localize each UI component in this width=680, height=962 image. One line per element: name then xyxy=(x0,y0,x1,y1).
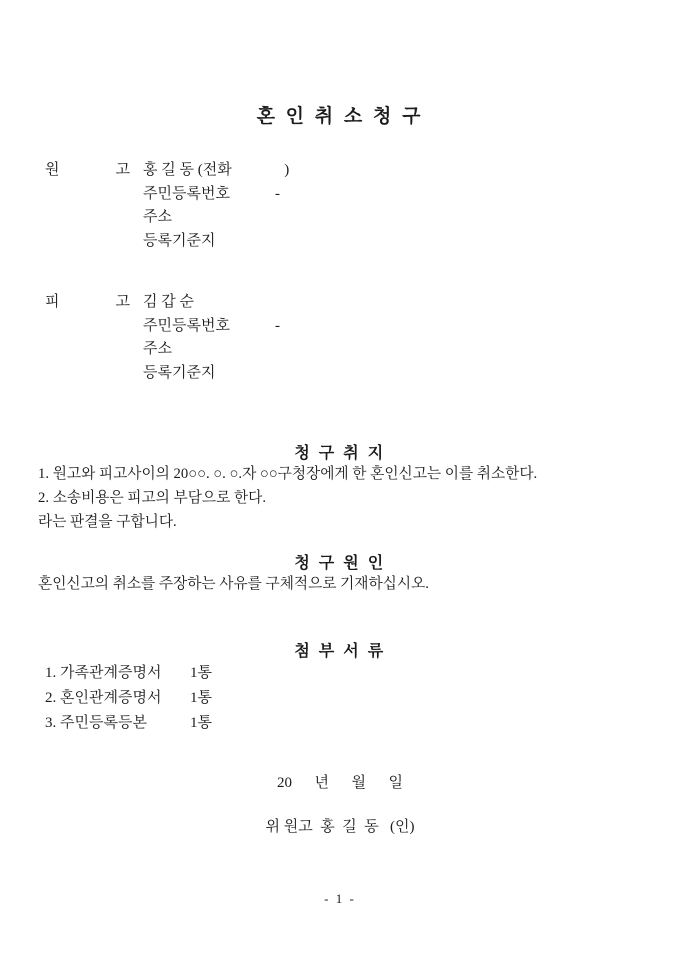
plaintiff-role-char1: 원 xyxy=(45,162,60,178)
defendant-name-line: 김 갑 순 xyxy=(143,294,194,310)
plaintiff-role-label xyxy=(45,159,130,183)
defendant-block xyxy=(45,291,280,385)
date-line: 20 년 월 일 xyxy=(277,775,403,791)
claim-purpose-line-3: 라는 판결을 구합니다. xyxy=(38,513,177,530)
role-gap xyxy=(130,291,143,315)
attachment-count: 1통 xyxy=(190,715,212,731)
plaintiff-name-line: 홍 길 동 (전화 ) xyxy=(143,162,290,178)
plaintiff-role-row xyxy=(45,159,289,183)
defendant-registry-line: 등록기준지 xyxy=(143,364,216,381)
claim-cause-line-1: 혼인신고의 취소를 주장하는 사유를 구체적으로 기재하십시오. xyxy=(38,576,429,592)
role-gap xyxy=(130,159,143,183)
plaintiff-address-line: 주소 xyxy=(143,209,172,225)
plaintiff-role-char2: 고 xyxy=(115,162,130,178)
claim-purpose-line-2: 2. 소송비용은 피고의 부담으로 한다. xyxy=(38,489,267,506)
claim-cause-body xyxy=(38,573,660,597)
claim-purpose-line-1: 1. 원고와 피고사이의 20○○. ○. ○.자 ○○구청장에게 한 혼인신고는 이를 취소한다. xyxy=(38,466,538,482)
defendant-role-char1: 피 xyxy=(45,294,60,310)
claim-purpose-heading: 청 구 취 지 xyxy=(294,445,386,462)
defendant-role-char2: 고 xyxy=(115,294,130,310)
defendant-address-line: 주소 xyxy=(143,341,172,357)
attachment-item xyxy=(45,661,212,686)
defendant-role-row xyxy=(45,291,280,315)
signature-line: 위 원고 홍 길 동 (인) xyxy=(265,819,415,835)
plaintiff-registry-line: 등록기준지 xyxy=(143,232,216,249)
plaintiff-details xyxy=(143,183,289,254)
plaintiff-id-line: 주민등록번호 - xyxy=(143,185,280,202)
claim-purpose-body xyxy=(38,463,660,534)
attachment-item xyxy=(45,686,212,711)
attachment-label: 3. 주민등록등본 xyxy=(45,715,147,731)
attachment-label: 1. 가족관계증명서 xyxy=(45,665,162,681)
document-title: 혼 인 취 소 청 구 xyxy=(256,106,424,127)
attachments-heading: 첨 부 서 류 xyxy=(294,643,386,660)
defendant-role-label xyxy=(45,291,130,315)
attachment-label: 2. 혼인관계증명서 xyxy=(45,690,162,706)
plaintiff-block xyxy=(45,159,289,253)
attachment-count: 1통 xyxy=(190,690,212,706)
claim-cause-heading: 청 구 원 인 xyxy=(294,555,386,572)
attachments-list xyxy=(45,661,212,736)
defendant-details xyxy=(143,315,280,386)
page-number: - 1 - xyxy=(324,891,356,906)
attachment-count: 1통 xyxy=(190,665,212,681)
defendant-id-line: 주민등록번호 - xyxy=(143,317,280,334)
attachment-item xyxy=(45,711,212,736)
